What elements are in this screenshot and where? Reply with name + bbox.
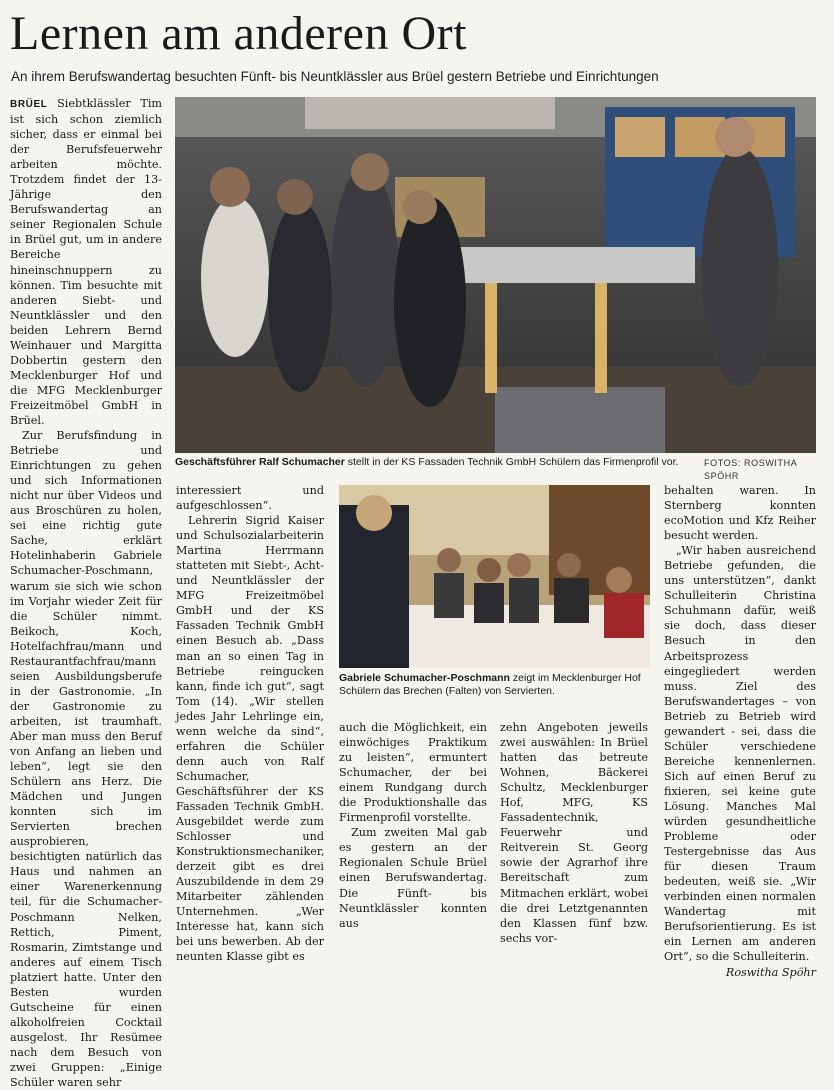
article-column-3: [339, 720, 487, 931]
paragraph: Zum zweiten Mal gab es gestern an der Regionalen Schule Brüel einen Berufswandertag. Die Fünft- bis Neuntklässler konnten aus: [339, 826, 487, 930]
caption-text: zeigt im Mecklenburger Hof Schülern das Brechen (Falten) von Servierten.: [339, 672, 641, 697]
paragraph: interessiert und aufgeschlossen“.: [176, 484, 324, 513]
article-column-5: [664, 483, 816, 980]
restaurant-photo-image: [339, 485, 650, 668]
photo-caption-1: [175, 456, 705, 469]
paragraph: auch die Möglichkeit, ein einwöchiges Praktikum zu leisten“, ermuntert Schumacher, der bei einem Rundgang durch die Produktionshalle das Firmenprofil vorstellte.: [339, 721, 487, 825]
paragraph: Zur Berufsfindung in Betriebe und Einrichtungen zu gehen und sich Informationen nicht nur über Videos und aus Broschüren zu holen, sei eine richtig gute Sache, erklärt Hotelinhaberin Gabriele Schumacher-Poschmann, warum sie sich wie schon im Vorjahr wieder Zeit für die Schüler nimmt. Beikoch, Koch, Hotelfachfrau/mann und Restaurantfachfrau/mann seien Ausbildungsberufe in der Gastronomie. „In der Gastronomie zu arbeiten, ist traumhaft. Aber man muss den Beruf von Anfang an lieben und leben“, legt sie den Schülern ans Herz. Die Mädchen und Jungen konnten sich im Servierten brechen ausprobieren, besichtigten natürlich das Haus und nahmen an einer Warenerkennung teil, für die Schumacher-Poschmann Nelken, Rettich, Piment, Rosmarin, Zimtstange und anderes auf einem Tisch platziert hatte. Unter den Besten wurden Gutscheine für einen alkoholfreien Cocktail ausgelost. Ihr Resümee nach dem Besuch von zwei Gruppen: „Einige Schüler waren sehr: [10, 429, 162, 1090]
paragraph: Lehrerin Sigrid Kaiser und Schulsozialarbeiterin Martina Herrmann statteten mit Siebt-, Acht- und Neuntklässler der MFG Freizeitmöbel GmbH und der KS Fassaden Technik GmbH einen Besuch ab. „Dass man an so einen Tag in Betriebe reingucken kann, finde ich gut“, sagt Tom (14). „Wir stellen jedes Jahr Lehrlinge ein, wenn welche da sind“, erfahren die Schüler denn auch von Ralf Schumacher, Geschäftsführer der KS Fassaden Technik GmbH. Ausgebildet werde zum Schlosser und Konstruktionsmechaniker, derzeit gibt es drei Auszubildende in dem 29 Mitarbeiter zählenden Unternehmen. „Wer Interesse hat, kann sich bei uns bewerben. Ab der neunten Klasse gibt es: [176, 514, 325, 964]
restaurant-photo: [339, 485, 650, 668]
headline: Lernen am anderen Ort: [10, 7, 467, 60]
article-column-4: [500, 720, 648, 946]
paragraph-text: Siebtklässler Tim ist sich schon ziemlich sicher, dass er einmal bei der Berufsfeuerwehr arbeiten möchte. Trotzdem findet der 13-Jährige den Berufswandertag an seiner Regionalen Schule in Brüel gut, um in andere Bereiche hineinschnuppern zu können. Tim besuchte mit anderen Siebt- und Neuntklässler und den beiden Lehrern Bernd Weinhauer und Margitta Dobbertin gestern den Mecklenburger Hof und die MFG Mecklenburger Freizeitmöbel GmbH in Brüel.: [10, 97, 163, 427]
factory-photo: [175, 97, 816, 453]
caption-text: stellt in der KS Fassaden Technik GmbH Schülern das Firmenprofil vor.: [347, 456, 679, 468]
paragraph: behalten waren. In Sternberg konnten ecoMotion und Kfz Reiher besucht werden.: [664, 484, 816, 543]
subhead: An ihrem Berufswandertag besuchten Fünft- bis Neuntklässler aus Brüel gestern Betriebe und Einrichtungen: [11, 69, 659, 84]
article-column-2: [176, 483, 324, 965]
photo-credit: FOTOS: ROSWITHA SPÖHR: [704, 458, 797, 481]
caption-name: Geschäftsführer Ralf Schumacher: [175, 456, 345, 468]
paragraph: zehn Angeboten jeweils zwei auswählen: In Brüel hatten das betreute Wohnen, Bäckerei Schultz, Mecklenburger Hof, MFG, KS Fassadentechnik, Feuerwehr und Reitverein St. Georg sowie der Agrarhof ihre Bereitschaft zum Mitmachen erklärt, wobei die drei Letztgenannten den Klassen fünf bzw. sechs vor-: [500, 721, 648, 945]
caption-name: Gabriele Schumacher-Poschmann: [339, 672, 510, 684]
dateline: BRÜEL: [10, 99, 48, 110]
factory-photo-image: [175, 97, 816, 453]
author-byline: Roswitha Spöhr: [725, 965, 816, 979]
article-column-1: [10, 96, 162, 1090]
paragraph: [10, 96, 162, 428]
paragraph: „Wir haben ausreichend Betriebe gefunden, die uns unterstützen“, dankt Schulleiterin Christina Schuhmann dafür, weiß sie doch, dass dieser Besuch in den Arbeitsprozess eingegliedert werden muss. Ziel des Berufswandertages – von Betrieb zu Betrieb wird gewandert - sei, dass die Schüler verschiedene Bereiche kennenlernen. Sich auf einen Beruf zu fixieren, sei keine gute Lösung. Manches Mal würden gesundheitliche Probleme oder Testergebnisse das Aus für diesen Traum bedeuten, weiß sie. „Wir verbinden einen normalen Wandertag mit Berufsorientierung. Es ist ein Lernen am anderen Ort“, so die Schulleiterin.: [664, 544, 816, 964]
photo-caption-2: [339, 672, 651, 698]
